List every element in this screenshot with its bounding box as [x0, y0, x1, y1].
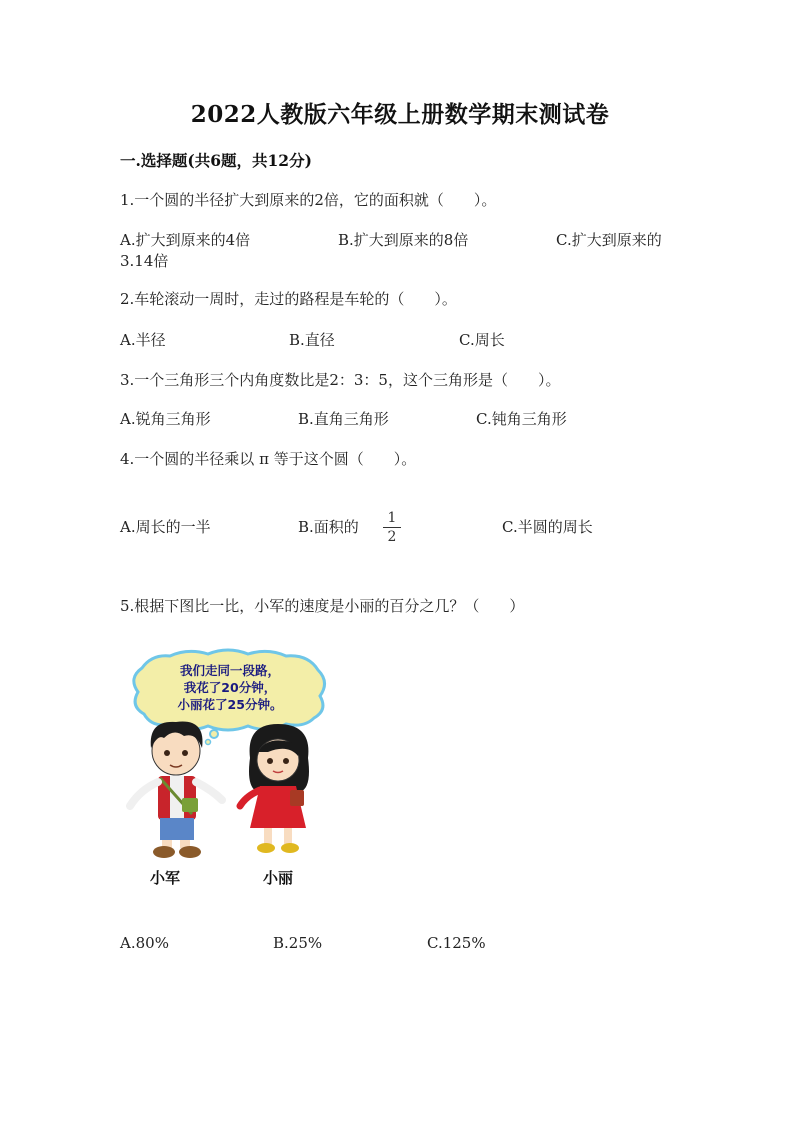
question-5-option-a: A.80% [120, 934, 169, 952]
fraction-one-half [381, 510, 403, 545]
bubble-line-2: 我花了20分钟， [183, 680, 277, 695]
section-heading: 一.选择题(共6题，共12分) [120, 151, 312, 170]
boy-name-label: 小军 [149, 869, 181, 887]
question-1-text: 1.一个圆的半径扩大到原来的2倍，它的面积就（ ）。 [120, 191, 497, 209]
question-2-option-c: C.周长 [459, 331, 505, 349]
question-3-option-c: C.钝角三角形 [476, 410, 567, 428]
question-4-option-b: B.面积的 [298, 518, 359, 536]
question-3-text: 3.一个三角形三个内角度数比是2：3：5，这个三角形是（ ）。 [120, 371, 561, 389]
bubble-line-1: 我们走同一段路， [179, 663, 281, 678]
question-5-option-b: B.25% [273, 934, 323, 952]
question-2-option-a: A.半径 [120, 331, 166, 349]
question-3-option-b: B.直角三角形 [298, 410, 389, 428]
illustration-boy-and-girl [118, 648, 333, 893]
question-3-option-a: A.锐角三角形 [120, 410, 211, 428]
bubble-line-3: 小丽花了25分钟。 [177, 697, 283, 712]
girl-name-label: 小丽 [262, 869, 294, 887]
question-2-option-b: B.直径 [289, 331, 335, 349]
question-1-option-b: B.扩大到原来的8倍 [338, 231, 469, 249]
question-1-option-c-continued: 3.14倍 [120, 252, 169, 270]
question-5-text: 5.根据下图比一比，小军的速度是小丽的百分之几？（ ） [120, 597, 525, 615]
girl-figure [240, 724, 309, 887]
boy-figure [130, 722, 222, 887]
question-4-option-c: C.半圆的周长 [502, 518, 593, 536]
question-5-option-c: C.125% [427, 934, 486, 952]
question-1-option-a: A.扩大到原来的4倍 [120, 231, 251, 249]
fraction-bar [383, 527, 401, 528]
question-4-text: 4.一个圆的半径乘以 π 等于这个圆（ ）。 [120, 450, 417, 468]
fraction-denominator: 2 [387, 529, 397, 545]
page-title: 2022人教版六年级上册数学期末测试卷 [190, 101, 610, 128]
fraction-numerator: 1 [387, 510, 397, 526]
question-1-option-c: C.扩大到原来的 [556, 231, 662, 249]
question-4-option-a: A.周长的一半 [120, 518, 211, 536]
question-2-text: 2.车轮滚动一周时，走过的路程是车轮的（ ）。 [120, 290, 457, 308]
